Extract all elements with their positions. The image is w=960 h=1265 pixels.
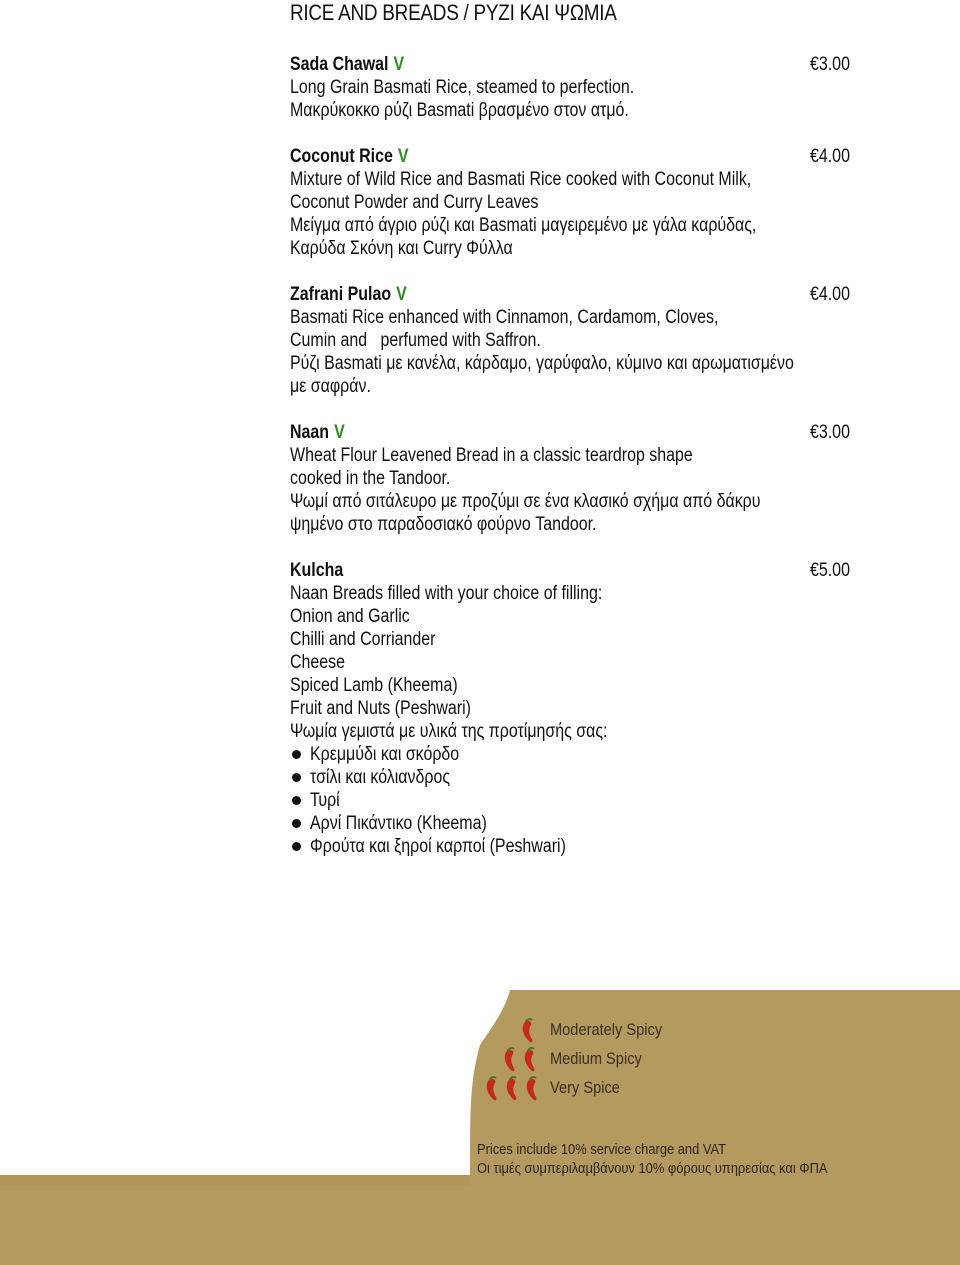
list-item-text: Αρνί Πικάντικο (Kheema) [310, 813, 487, 834]
price-notes [477, 1140, 828, 1178]
legend-label: Medium Spicy [550, 1049, 642, 1068]
menu-item-coconut-rice [290, 145, 890, 260]
chili-icon [520, 1047, 544, 1073]
section-title: RICE AND BREADS / ΡΥΖΙ ΚΑΙ ΨΩΜΙΑ [290, 0, 617, 25]
menu-item-zafrani-pulao [290, 283, 890, 398]
bullet-icon [292, 750, 301, 759]
item-name-line [290, 53, 794, 76]
item-description: Mixture of Wild Rice and Basmati Rice cooked with Coconut Milk, [290, 169, 752, 190]
item-price: €3.00 [810, 422, 850, 443]
filling-option: Chilli and Corriander [290, 629, 436, 650]
item-description: Naan Breads filled with your choice of filling: [290, 583, 603, 604]
menu-item-kulcha [290, 559, 890, 858]
item-price: €4.00 [810, 146, 850, 167]
filling-options-greek-list [290, 743, 890, 858]
list-item-text: Κρεμμύδι και σκόρδο [310, 744, 460, 765]
item-description-greek: Ρύζι Basmati με κανέλα, κάρδαμο, γαρύφαλο, κύμινο και αρωματισμένο [290, 353, 794, 374]
item-name-line [290, 145, 794, 168]
item-name-line [290, 421, 794, 444]
bullet-icon [292, 773, 301, 782]
chili-icon [522, 1076, 546, 1102]
item-description-greek: Καρύδα Σκόνη και Curry Φύλλα [290, 238, 513, 259]
item-name: Zafrani Pulao [290, 284, 392, 305]
legend-label: Moderately Spicy [550, 1020, 663, 1039]
filling-option: Cheese [290, 652, 346, 673]
menu-item-sada-chawal [290, 53, 890, 122]
onion-dome-shape [0, 990, 960, 1265]
item-description: Basmati Rice enhanced with Cinnamon, Cardamom, Cloves, [290, 307, 719, 328]
item-name-line [290, 559, 794, 582]
filling-option: Spiced Lamb (Kheema) [290, 675, 458, 696]
item-name: Kulcha [290, 560, 344, 581]
vegetarian-badge: V [397, 146, 409, 167]
footer-background [0, 990, 960, 1265]
item-description-greek: Μείγμα από άγριο ρύζι και Basmati μαγειρεμένο με γάλα καρύδας, [290, 215, 757, 236]
item-description: Cumin and perfumed with Saffron. [290, 330, 541, 351]
list-item-text: Φρούτα και ξηροί καρποί (Peshwari) [310, 836, 566, 857]
bullet-icon [292, 819, 301, 828]
legend-label: Very Spice [550, 1078, 620, 1097]
item-description: Long Grain Basmati Rice, steamed to perfection. [290, 77, 635, 98]
item-description-greek: με σαφράν. [290, 376, 371, 397]
list-item-text: τσίλι και κόλιανδρος [310, 767, 451, 788]
item-description-greek: Ψωμία γεμιστά με υλικά της προτίμησής σας: [290, 721, 608, 742]
menu-item-naan [290, 421, 890, 536]
item-description-greek: Ψωμί από σιτάλευρο με προζύμι σε ένα κλασικό σχήμα από δάκρυ [290, 491, 761, 512]
dome-shadow [0, 1175, 470, 1185]
bullet-icon [292, 842, 301, 851]
price-note-english: Prices include 10% service charge and VAT [477, 1141, 727, 1158]
list-item [290, 835, 890, 858]
vegetarian-badge: V [396, 284, 407, 305]
list-item [290, 789, 890, 812]
chili-icon [518, 1018, 542, 1044]
item-price: €4.00 [810, 284, 850, 305]
list-item [290, 743, 890, 766]
item-name: Sada Chawal [290, 54, 389, 75]
filling-option: Fruit and Nuts (Peshwari) [290, 698, 471, 719]
list-item [290, 812, 890, 835]
item-description: Coconut Powder and Curry Leaves [290, 192, 539, 213]
item-description-greek: Μακρύκοκκο ρύζι Basmati βρασμένο στον ατμό. [290, 100, 629, 121]
bullet-icon [292, 796, 301, 805]
list-item [290, 766, 890, 789]
item-name: Coconut Rice [290, 146, 393, 167]
filling-option: Onion and Garlic [290, 606, 410, 627]
item-description: cooked in the Tandoor. [290, 468, 451, 489]
price-note-greek: Οι τιμές συμπεριλαμβάνουν 10% φόρους υπηρεσίας και ΦΠΑ [477, 1160, 828, 1177]
item-description-greek: ψημένο στο παραδοσιακό φούρνο Tandoor. [290, 514, 597, 535]
item-name-line [290, 283, 794, 306]
vegetarian-badge: V [393, 54, 405, 75]
item-name: Naan [290, 422, 330, 443]
vegetarian-badge: V [334, 422, 345, 443]
list-item-text: Τυρί [310, 790, 340, 811]
item-price: €3.00 [810, 54, 850, 75]
item-price: €5.00 [810, 560, 850, 581]
item-description: Wheat Flour Leavened Bread in a classic teardrop shape [290, 445, 693, 466]
